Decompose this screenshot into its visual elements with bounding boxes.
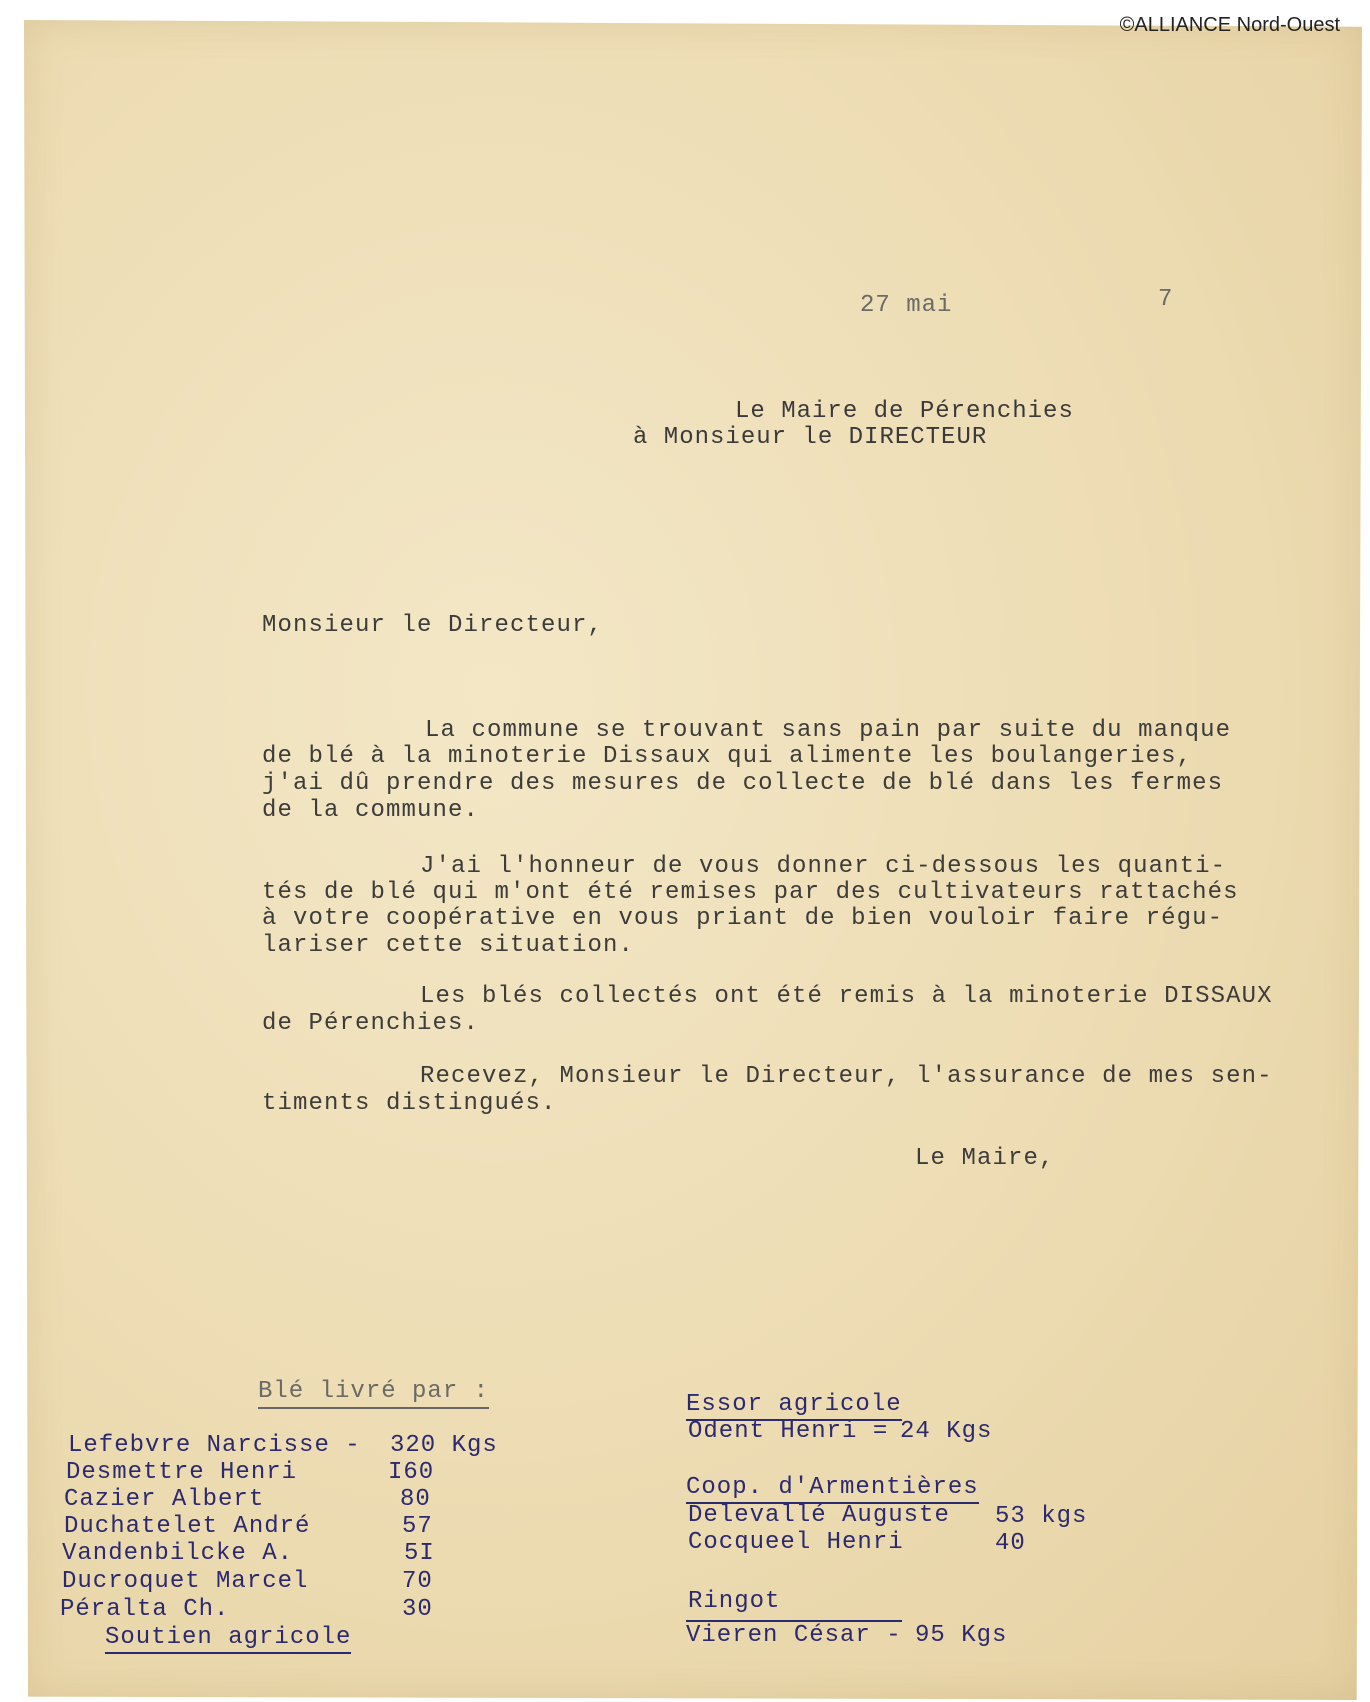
paragraph-line: Les blés collectés ont été remis à la minoterie DISSAUX (420, 983, 1273, 1010)
group-title-coop: Coop. d'Armentières (686, 1474, 979, 1504)
sender: Le Maire de Pérenchies (735, 398, 1074, 425)
paragraph-line: La commune se trouvant sans pain par suite du manque (425, 717, 1232, 744)
paragraph-line: Recevez, Monsieur le Directeur, l'assurance de mes sen- (420, 1063, 1273, 1090)
letter-date: 27 mai (860, 292, 953, 319)
recipient: à Monsieur le DIRECTEUR (633, 424, 988, 451)
delivery-name: Cocqueel Henri (688, 1529, 904, 1556)
paragraph-line: tés de blé qui m'ont été remises par des cultivateurs rattachés (262, 879, 1239, 906)
delivery-qty: 80 (400, 1486, 431, 1513)
paragraph-line: lariser cette situation. (262, 932, 635, 959)
delivery-qty: 40 (995, 1530, 1026, 1557)
delivery-name: Vandenbilcke A. (62, 1540, 294, 1567)
delivery-name: Odent Henri = (688, 1418, 889, 1445)
signature: Le Maire, (915, 1145, 1055, 1172)
paragraph-line: J'ai l'honneur de vous donner ci-dessous les quanti- (420, 853, 1227, 880)
delivery-qty: 320 Kgs (390, 1432, 498, 1459)
delivery-name: Desmettre Henri (66, 1459, 298, 1486)
delivery-name: Ducroquet Marcel (62, 1568, 309, 1595)
delivery-name: Péralta Ch. (60, 1596, 230, 1623)
copyright-watermark: ©ALLIANCE Nord-Ouest (1119, 14, 1340, 36)
delivery-name: Vieren César - (686, 1622, 902, 1649)
delivery-qty: 70 (402, 1568, 433, 1595)
paragraph-line: à votre coopérative en vous priant de bien vouloir faire régu- (262, 905, 1224, 932)
delivery-name: Lefebvre Narcisse - (68, 1432, 361, 1459)
delivery-qty: 95 Kgs (915, 1622, 1008, 1649)
delivery-name: Cazier Albert (64, 1486, 265, 1513)
delivery-qty: I60 (388, 1459, 435, 1486)
delivery-name: Delevallé Auguste (688, 1502, 950, 1529)
paragraph-line: j'ai dû prendre des mesures de collecte de blé dans les fermes (262, 770, 1224, 797)
delivery-qty: 30 (402, 1596, 433, 1623)
group-title-soutien: Soutien agricole (105, 1624, 351, 1654)
salutation: Monsieur le Directeur, (262, 612, 604, 639)
group-title-ringot: Ringot (688, 1588, 781, 1615)
letter-year-digit: 7 (1158, 286, 1174, 313)
group-title-essor: Essor agricole (686, 1391, 902, 1421)
delivery-qty: 57 (402, 1513, 433, 1540)
paragraph-line: de la commune. (262, 797, 480, 824)
delivery-qty: 53 kgs (995, 1503, 1088, 1530)
paragraph-line: de blé à la minoterie Dissaux qui alimente les boulangeries, (262, 743, 1193, 770)
delivery-qty: 5I (404, 1540, 435, 1567)
delivery-qty: 24 Kgs (900, 1418, 993, 1445)
delivery-heading: Blé livré par : (258, 1378, 489, 1409)
delivery-name: Duchatelet André (64, 1513, 311, 1540)
paragraph-line: de Pérenchies. (262, 1010, 480, 1037)
paragraph-line: timents distingués. (262, 1090, 557, 1117)
